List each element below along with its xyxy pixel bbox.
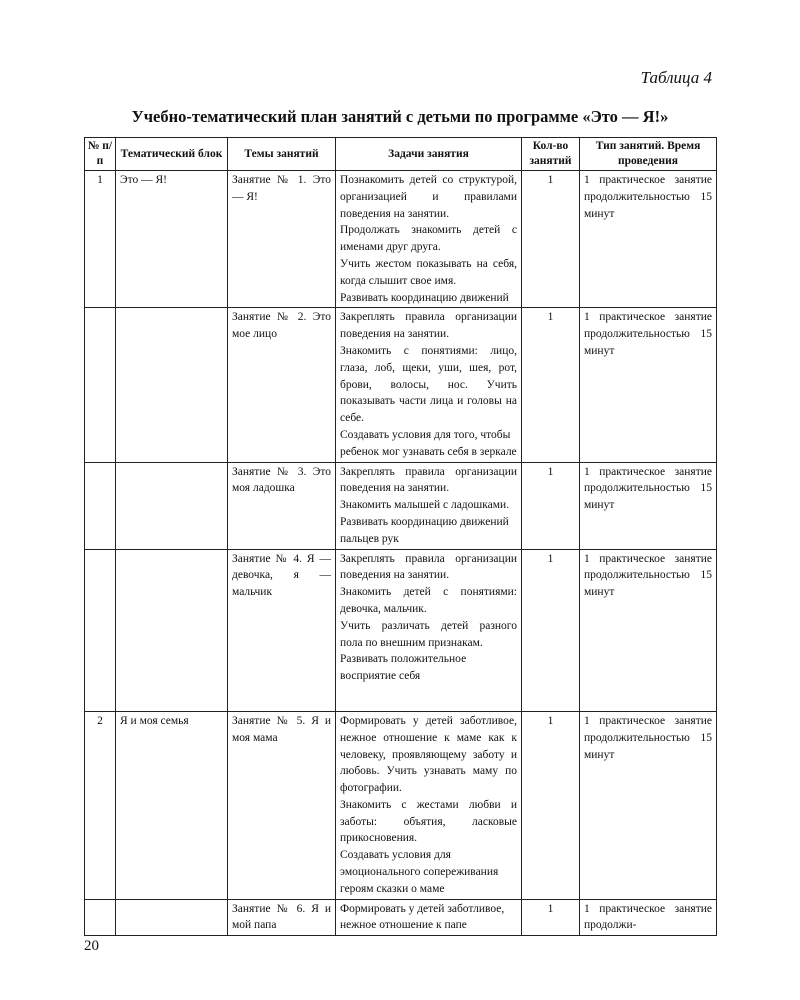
row-topic: Занятие № 5. Я и моя мама — [228, 711, 336, 899]
row-type: 1 практическое занятие продолжительностью 15 минут — [580, 549, 717, 711]
row-number — [85, 549, 116, 711]
row-topic: Занятие № 4. Я — девочка, я — мальчик — [228, 549, 336, 711]
row-tasks — [336, 549, 522, 711]
header-type: Тип занятий. Время проведения — [580, 138, 717, 171]
row-topic: Занятие № 3. Это моя ладошка — [228, 462, 336, 549]
row-tasks — [336, 308, 522, 462]
table-row — [85, 549, 717, 711]
task-item: Формировать у детей заботливое, нежное отношение к папе — [340, 902, 505, 932]
row-type: 1 практическое занятие продолжи- — [580, 899, 717, 936]
table-label: Таблица 4 — [640, 68, 712, 87]
row-number — [85, 308, 116, 462]
lesson-plan-table — [84, 137, 717, 936]
table-header-row — [85, 138, 717, 171]
row-count: 1 — [522, 711, 580, 899]
row-type: 1 практическое занятие продолжительностью 15 минут — [580, 711, 717, 899]
table-row — [85, 711, 717, 899]
row-topic: Занятие № 1. Это — Я! — [228, 171, 336, 308]
row-count: 1 — [522, 171, 580, 308]
row-topic: Занятие № 6. Я и мой папа — [228, 899, 336, 936]
row-number: 2 — [85, 711, 116, 899]
table-row — [85, 462, 717, 549]
row-number — [85, 899, 116, 936]
task-item: Продолжать знакомить детей с именами друг друга. — [340, 224, 517, 254]
row-block: Я и моя семья — [116, 711, 228, 899]
row-block — [116, 308, 228, 462]
task-item: Закреплять правила организации поведения на занятии. — [340, 552, 517, 582]
task-item: Учить различать детей разного пола по внешним признакам. — [340, 619, 517, 649]
row-block — [116, 899, 228, 936]
row-type: 1 практическое занятие продолжительностью 15 минут — [580, 462, 717, 549]
task-item: Знакомить с понятиями: лицо, глаза, лоб, щеки, уши, шея, рот, брови, волосы, нос. Учить показывать части лица и головы на себе. — [340, 344, 517, 425]
task-item: Познакомить детей со структурой, организацией и правилами поведения на занятии. — [340, 174, 517, 220]
task-item: Создавать условия для эмоционального сопереживания героям сказки о маме — [340, 849, 499, 895]
task-item: Знакомить детей с понятиями: девочка, мальчик. — [340, 586, 517, 615]
row-type: 1 практическое занятие продолжительностью 15 минут — [580, 308, 717, 462]
row-count: 1 — [522, 462, 580, 549]
row-tasks — [336, 462, 522, 549]
task-item: Знакомить с жестами любви и заботы: объятия, ласковые прикосновения. — [340, 798, 517, 845]
table-row — [85, 308, 717, 462]
row-block — [116, 549, 228, 711]
row-block: Это — Я! — [116, 171, 228, 308]
row-number: 1 — [85, 171, 116, 308]
task-item: Формировать у детей заботливое, нежное отношение к маме как к человеку, проявляющему заботу и любовь. Учить узнавать маму по фотографии. — [340, 714, 517, 795]
row-type: 1 практическое занятие продолжительностью 15 минут — [580, 171, 717, 308]
row-count: 1 — [522, 899, 580, 936]
row-block — [116, 462, 228, 549]
task-item: Развивать координацию движений — [340, 291, 509, 304]
row-topic: Занятие № 2. Это мое лицо — [228, 308, 336, 462]
row-count: 1 — [522, 549, 580, 711]
header-topic: Темы занятий — [228, 138, 336, 171]
header-num: № п/п — [85, 138, 116, 171]
row-tasks — [336, 711, 522, 899]
header-count: Кол-во занятий — [522, 138, 580, 171]
document-title: Учебно-тематический план занятий с детьми по программе «Это — Я!» — [131, 107, 669, 126]
task-item: Знакомить малышей с ладошками. — [340, 499, 510, 512]
header-tasks: Задачи занятия — [336, 138, 522, 171]
task-item: Развивать положительное восприятие себя — [340, 653, 467, 683]
task-item: Учить жестом показывать на себя, когда слышит свое имя. — [340, 257, 517, 287]
task-item: Закреплять правила организации поведения на занятии. — [340, 465, 517, 495]
row-number — [85, 462, 116, 549]
task-item: Развивать координацию движений пальцев рук — [340, 515, 509, 545]
table-row — [85, 899, 717, 936]
row-tasks — [336, 171, 522, 308]
table-body — [85, 171, 717, 936]
row-tasks — [336, 899, 522, 936]
row-count: 1 — [522, 308, 580, 462]
task-item: Создавать условия для того, чтобы ребенок мог узнавать себя в зеркале — [340, 428, 517, 458]
table-row — [85, 171, 717, 308]
page-number: 20 — [84, 938, 99, 954]
task-item: Закреплять правила организации поведения на занятии. — [340, 311, 517, 341]
header-block: Тематический блок — [116, 138, 228, 171]
